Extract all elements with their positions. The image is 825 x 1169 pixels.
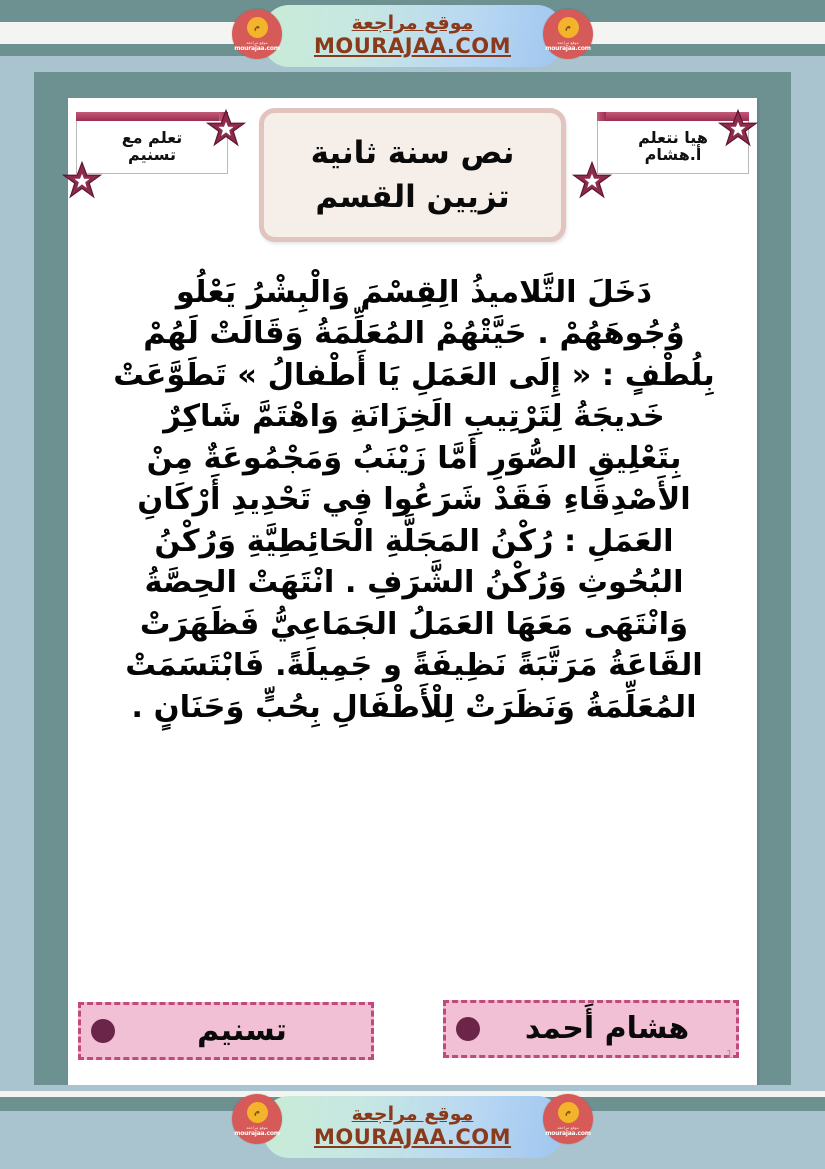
header-logo-right[interactable] (543, 9, 593, 59)
footer-logo-left-url-caption: mourajaa.com (234, 1129, 280, 1137)
header-logo-left[interactable] (232, 9, 282, 59)
student-name-right: هشام أَحمد (524, 1011, 690, 1046)
star-icon (62, 160, 102, 200)
corner-label-right-line1: هيا نتعلم (638, 128, 708, 148)
passage-line-7: العَمَلِ : رُكْنُ المَجَلَّةِ الْحَائِطِيَّةِ وَرُكْنُ (154, 523, 674, 559)
corner-label-left-line1: تعلم مع (121, 128, 183, 148)
footer-site-pill[interactable] (263, 1096, 563, 1158)
passage-line-6: الأَصْدِقَاءِ فَقَدْ شَرَعُوا فِي تَحْدِيدِ أَرْكَانِ (137, 482, 691, 518)
page-number: 1 (726, 1048, 733, 1061)
header-logo-left-url-caption: mourajaa.com (234, 44, 280, 52)
footer-banner (0, 1085, 825, 1169)
header-banner (0, 0, 825, 72)
passage-line-11: المُعَلِّمَةُ وَنَظَرَتْ لِلْأَطْفَالِ بِحُبٍّ وَحَنَانٍ . (131, 689, 697, 725)
passage-line-10: القَاعَةُ مَرَتَّبَةً نَظِيفَةً و جَمِيلَةً. فَابْتَسَمَتْ (125, 648, 703, 684)
footer-logo-left[interactable] (232, 1094, 282, 1144)
mourajaa-logo-icon: م (247, 17, 268, 38)
student-name-left: تسنيم (197, 1013, 287, 1048)
mourajaa-logo-icon: م (558, 17, 579, 38)
student-name-box-right[interactable] (443, 1000, 739, 1058)
footer-arabic-label: موقع مراجعة (351, 1102, 474, 1125)
corner-label-right-line2: أ.هشام (644, 145, 702, 164)
footer-logo-left-arabic-caption: موقع مراجعة (246, 1124, 268, 1130)
header-site-url[interactable]: MOURAJAA.COM (313, 33, 512, 58)
footer-logo-right[interactable] (543, 1094, 593, 1144)
header-arabic-label: موقع مراجعة (351, 11, 474, 34)
passage-line-2: وُجُوهَهُمْ . حَيَّتْهُمْ المُعَلِّمَةُ وَقَالَتْ لَهُمْ (143, 316, 685, 352)
footer-logo-right-url-caption: mourajaa.com (545, 1129, 591, 1137)
footer-site-url[interactable]: MOURAJAA.COM (313, 1124, 512, 1149)
star-icon (206, 108, 246, 148)
worksheet-title-box (259, 108, 566, 242)
student-name-box-left[interactable] (78, 1002, 374, 1060)
header-logo-left-arabic-caption: موقع مراجعة (246, 39, 268, 45)
bullet-dot-icon (91, 1019, 115, 1043)
passage-line-9: وَانْتَهَى مَعَهَا العَمَلُ الجَمَاعِيُّ فَظَهَرَتْ (139, 606, 689, 642)
passage-line-8: البُحُوثِ وَرُكْنُ الشَّرَفِ . انْتَهَتْ الحِصَّةُ (144, 565, 684, 601)
star-icon (572, 160, 612, 200)
passage-line-3: بِلُطْفٍ : « إِلَى العَمَلِ يَا أَطْفالُ » تَطَوَّعَتْ (113, 357, 715, 393)
passage-line-4: خَديجَةُ لِتَرْتِيبِ الَخِزَانَةِ وَاهْتَمَّ شَاكِرٌ (163, 399, 665, 435)
header-logo-right-arabic-caption: موقع مراجعة (557, 39, 579, 45)
passage-line-1: دَخَلَ التَّلاميذُ الِقِسْمَ وَالْبِشْرُ يَعْلُو (175, 275, 653, 310)
corner-label-left-line2: تسنيم (128, 145, 176, 164)
header-site-pill[interactable] (263, 5, 563, 67)
page-title-line1: نص سنة ثانية (310, 134, 515, 171)
page-title-line2: تزيين القسم (315, 179, 510, 215)
star-icon (718, 108, 758, 148)
reading-passage (78, 272, 750, 728)
footer-logo-right-arabic-caption: موقع مراجعة (557, 1124, 579, 1130)
header-logo-right-url-caption: mourajaa.com (545, 44, 591, 52)
passage-line-5: بِتَعْلِيقِ الصُّوَرِ أَمَّا زَيْنَبُ وَمَجْمُوعَةٌ مِنْ (146, 440, 682, 476)
mourajaa-logo-icon: م (558, 1102, 579, 1123)
mourajaa-logo-icon: م (247, 1102, 268, 1123)
bullet-dot-icon (456, 1017, 480, 1041)
